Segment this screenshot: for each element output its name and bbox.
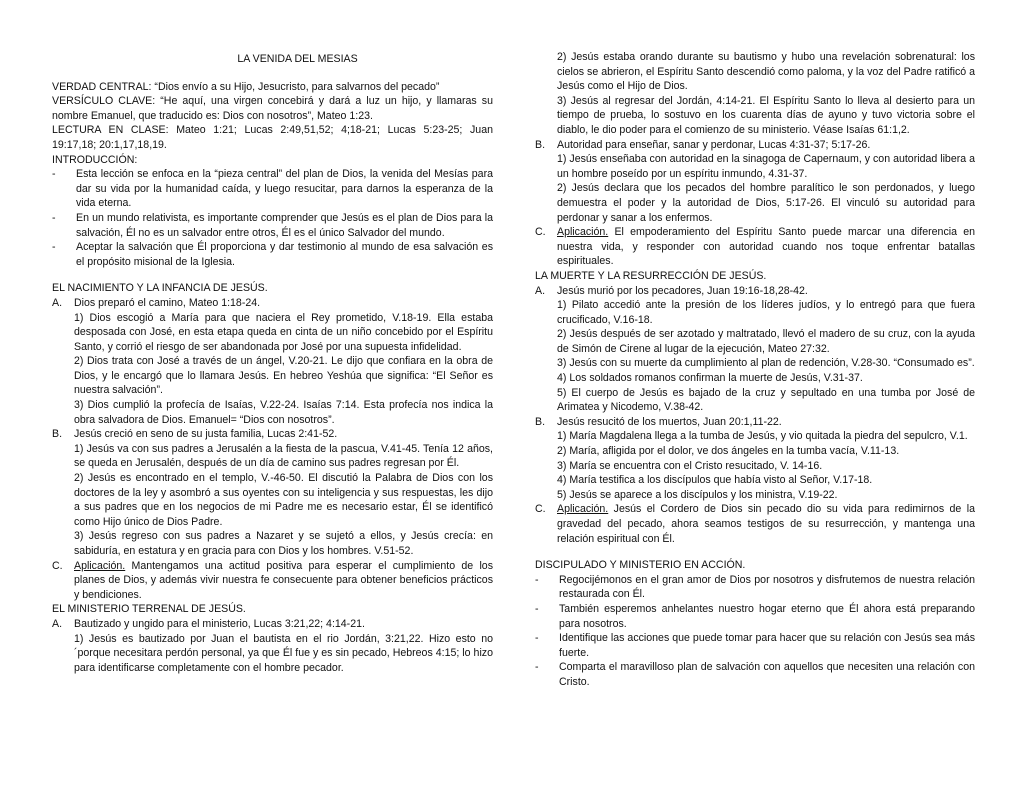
document-title: LA VENIDA DEL MESIAS [237, 53, 358, 65]
sub-point: 2) Jesús es encontrado en el templo, V.-46-50. El discutió la Palabra de Dios con los doctores de la ley y asombró a sus oyentes con su inteligencia y sus respuestas, les dijo a sus padres que en los negocios de mi Padre me es necesario estar, Él se identificó como Hijo único de Dios Padre. [74, 472, 493, 528]
sub-point: 1) Jesús enseñaba con autoridad en la sinagoga de Capernaum, y con autoridad libera a un hombre poseído por un espíritu inmundo, 4.31-37. [557, 153, 975, 180]
application-text: Mantengamos una actitud positiva para esperar el cumplimiento de los planes de Dios, y además vivir nuestra fe consecuente para obtener beneficios prácticos y bendiciones. [74, 559, 493, 601]
point-letter: A. [52, 296, 63, 309]
application-keyword: Aplicación. [557, 503, 609, 516]
intro-heading: INTRODUCCIÓN: [52, 153, 138, 166]
action-item-text: También esperemos anhelantes nuestro hogar eterno que Él ahora está preparando para nosotros. [559, 602, 975, 630]
right-column [535, 50, 975, 690]
intro-item [52, 211, 493, 240]
sub-point: 2) Dios trata con José a través de un ángel, V.20-21. Le dijo que confiara en la obra de Dios, y le encargó que lo llamara Jesús. En hebreo Yeshúa que significa: “El Señor es nuestra salvación”. [74, 355, 493, 397]
left-column [52, 50, 493, 675]
point-letter: C. [535, 503, 546, 516]
point-b [52, 427, 493, 442]
sub-point: 2) Jesús estaba orando durante su bautismo y hubo una revelación sobrenatural: los cielos se abrieron, el Espíritu Santo descendió como paloma, y la voz del Padre ratificó a Jesús como el Hijo de Dios. [557, 51, 975, 93]
point-text: Jesús creció en seno de su justa familia, Lucas 2:41-52. [74, 428, 338, 441]
point-letter: A. [52, 617, 63, 630]
section-heading-birth: EL NACIMIENTO Y LA INFANCIA DE JESÚS. [52, 282, 268, 295]
action-item-text: Regocijémonos en el gran amor de Dios por nosotros y disfrutemos de nuestra relación restaurada con Él. [559, 573, 975, 601]
key-verse: VERSÍCULO CLAVE: “He aquí, una virgen concebirá y dará a luz un hijo, y llamaras su nombre Emanuel, que traducido es: Dios con nosotros”, Mateo 1:23. [52, 95, 493, 122]
point-letter: B. [52, 428, 63, 441]
section-heading-discipleship: DISCIPULADO Y MINISTERIO EN ACCIÓN. [535, 559, 746, 572]
sub-point: 3) María se encuentra con el Cristo resucitado, V. 14-16. [557, 459, 823, 472]
intro-item-text: Esta lección se enfoca en la “pieza central” del plan de Dios, la venida del Mesías para dar su vida por la humanidad caída, y luego resucitar, para darnos la esperanza de la vida eterna. [76, 168, 493, 210]
intro-item-text: En un mundo relativista, es importante comprender que Jesús es el plan de Dios para la salvación, Él no es un salvador entre otros, Él es el único Salvador del mundo. [76, 211, 493, 239]
dash-bullet: - [535, 632, 539, 645]
application-text: El empoderamiento del Espíritu Santo puede marcar una diferencia en nuestra vida, y responder con autoridad cuando nos toque enfrentar batallas espirituales. [557, 226, 975, 268]
sub-point: 1) Jesús es bautizado por Juan el bautista en el rio Jordán, 3:21,22. Hizo esto no ´porque necesitara perdón personal, ya que Él fue y es sin pecado, Hebreos 4:15; lo hizo para identificarse completamente con el hombre pecador. [74, 632, 493, 674]
point-b [535, 415, 975, 430]
sub-point: 1) Pilato accedió ante la presión de los líderes judíos, y lo entregó para que fuera crucificado, V.16-18. [557, 299, 975, 326]
sub-point: 4) María testifica a los discípulos que había visto al Señor, V.17-18. [557, 474, 873, 487]
sub-point: 1) María Magdalena llega a la tumba de Jesús, y vio quitada la piedra del sepulcro, V.1. [557, 430, 968, 443]
dash-bullet: - [535, 602, 539, 615]
application-keyword: Aplicación. [557, 226, 609, 239]
point-text: Jesús resucitó de los muertos, Juan 20:1,11-22. [557, 415, 782, 428]
class-reading: LECTURA EN CLASE: Mateo 1:21; Lucas 2:49,51,52; 4;18-21; Lucas 5:23-25; Juan 19:17,18; 20:1,17,18,19. [52, 124, 493, 151]
sub-point: 3) Jesús regreso con sus padres a Nazaret y se sujetó a ellos, y Jesús crecía: en sabiduría, en estatura y en gracia para con Dios y los hombres. V.51-52. [74, 530, 493, 557]
action-item-text: Identifique las acciones que puede tomar para hacer que su relación con Jesús sea más fuerte. [559, 632, 975, 659]
dash-bullet: - [52, 168, 56, 181]
section-heading-death-resurrection: LA MUERTE Y LA RESURRECCIÓN DE JESÚS. [535, 269, 767, 282]
sub-point: 3) Jesús con su muerte da cumplimiento al plan de redención, V.28-30. “Consumado es”. [557, 357, 975, 370]
point-a [52, 617, 493, 632]
point-letter: C. [535, 226, 546, 239]
dash-bullet: - [52, 211, 56, 224]
point-letter: B. [535, 415, 546, 428]
point-letter: C. [52, 559, 63, 572]
intro-item [52, 240, 493, 269]
sub-point: 3) Dios cumplió la profecía de Isaías, V.22-24. Isaías 7:14. Esta profecía nos indica la obra salvadora de Dios. Emanuel= “Dios con nosotros”. [74, 399, 493, 426]
intro-item-text: Aceptar la salvación que Él proporciona y dar testimonio al mundo de esa salvación es el propósito misional de la Iglesia. [76, 241, 493, 268]
action-item [535, 602, 975, 631]
point-c-application [535, 225, 975, 269]
sub-point: 2) María, afligida por el dolor, ve dos ángeles en la tumba vacía, V.11-13. [557, 445, 900, 458]
sub-point: 5) Jesús se aparece a los discípulos y los ministra, V.19-22. [557, 488, 838, 501]
point-text: Dios preparó el camino, Mateo 1:18-24. [74, 296, 261, 309]
section-heading-ministry: EL MINISTERIO TERRENAL DE JESÚS. [52, 603, 246, 616]
point-c-application [52, 559, 493, 603]
sub-point: 3) Jesús al regresar del Jordán, 4:14-21. El Espíritu Santo lo lleva al desierto para un tiempo de prueba, lo sostuvo en los cuarenta días de ayuno y tuvo victoria sobre el diablo, le dio poder para el comienzo de su ministerio. Véase Isaías 61:1,2. [557, 94, 975, 136]
sub-point: 1) Dios escogió a María para que naciera el Rey prometido, V.18-19. Ella estaba desposada con José, en esta etapa queda en cinta de un niño concebido por el Espíritu Santo, y corrió el riesgo de ser abandonada por José por una supuesta infidelidad. [74, 311, 493, 353]
central-truth: VERDAD CENTRAL: “Dios envío a su Hijo, Jesucristo, para salvarnos del pecado” [52, 80, 440, 93]
sub-point: 1) Jesús va con sus padres a Jerusalén a la fiesta de la pascua, V.41-45. Tenía 12 años, se queda en Jerusalén, después de un día de camino sus padres regresan por Él. [74, 442, 493, 470]
point-text: Autoridad para enseñar, sanar y perdonar, Lucas 4:31-37; 5:17-26. [557, 138, 871, 151]
intro-item [52, 167, 493, 211]
sub-point: 2) Jesús después de ser azotado y maltratado, llevó el madero de su cruz, con la ayuda de Simón de Cirene al lugar de la ejecución, Mateo 27:32. [557, 328, 975, 355]
point-letter: A. [535, 284, 546, 297]
sub-point: 4) Los soldados romanos confirman la muerte de Jesús, V.31-37. [557, 372, 863, 385]
action-item-text: Comparta el maravilloso plan de salvación con aquellos que necesiten una relación con Cristo. [559, 661, 975, 688]
action-item [535, 631, 975, 660]
sub-point: 2) Jesús declara que los pecados del hombre paralítico le son perdonados, y luego demuestra el poder y la autoridad de Dios, 5:17-26. El vinculó su autoridad para perdonar y sanar a los enfermos. [557, 182, 975, 224]
point-b [535, 138, 975, 153]
point-a [52, 296, 493, 311]
dash-bullet: - [52, 241, 56, 254]
point-c-application [535, 502, 975, 546]
point-text: Jesús murió por los pecadores, Juan 19:16-18,28-42. [557, 284, 808, 297]
dash-bullet: - [535, 573, 539, 586]
dash-bullet: - [535, 661, 539, 674]
action-item [535, 573, 975, 602]
point-a [535, 284, 975, 299]
action-item [535, 660, 975, 689]
point-letter: B. [535, 138, 546, 151]
point-text: Bautizado y ungido para el ministerio, Lucas 3:21,22; 4:14-21. [74, 617, 365, 630]
application-text: Jesús el Cordero de Dios sin pecado dio su vida para redimirnos de la gravedad del pecado, ahora seamos testigos de su resurrección, y mantenga una relación espiritual con Él. [557, 503, 975, 545]
application-keyword: Aplicación. [74, 559, 126, 572]
sub-point: 5) El cuerpo de Jesús es bajado de la cruz y sepultado en una tumba por José de Arimatea y Nicodemo, V.38-42. [557, 386, 975, 414]
